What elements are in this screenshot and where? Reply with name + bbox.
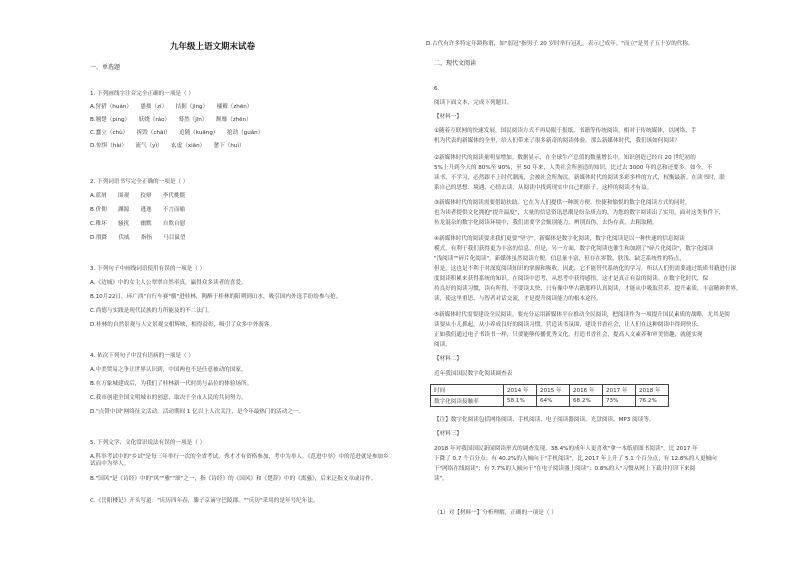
material-3-label: 【材料三】	[434, 431, 462, 437]
table-cell: 58.1%	[504, 396, 537, 407]
paragraph-line: 读书、不学习，必然跟不上时代潮流，会被社会所淘汰。新媒体时代的阅读多彩多样的方式，权衡最新。在读书时，联	[434, 175, 725, 181]
paragraph-line: ②新媒体时代的阅读量明显增加。数据显示，在全球生产总值的数量增长中，知识创造已经自 20 世纪初的	[434, 155, 696, 161]
paragraph-line: 度阅读积累来获得系统的知识。在阅读中思考，从思考中获得感悟，这才是真正有益的阅读。在数字化时代，保	[434, 276, 709, 282]
table-header-cell: 2018 年	[636, 385, 669, 396]
paragraph-line: 但是，这也是不利于对深度阅读知识的掌握和吸收。因此，它不能替代系统化的学习，所以人们仍需要通过纸质书籍进行深	[434, 266, 737, 272]
question-4-option: C.我市创建全国文明城市的创意，取决于全市人民的共同努力。	[90, 395, 247, 401]
reading-instruction: 阅读下面文本，完成下列题目。	[434, 100, 513, 106]
table-header-row	[431, 385, 669, 396]
paragraph-line: ③新媒体时代的阅读需要借助扶助。它在为人们提供一种既方便、快捷和愉悦的数字化阅读方式的同时，	[434, 200, 691, 206]
paragraph-line: ①随着互联网的快速发展，国民阅读方式不再局限于报纸、书籍等传统阅读。相对于传统媒体，以网络、手	[434, 128, 697, 134]
paragraph-line: 2018 年对我国国民新闻阅读形式的调查发现，38.4%的成年人更喜欢"拿一本纸质图书阅读"，比 2017 年	[434, 446, 698, 452]
table-cell: 76.2%	[636, 396, 669, 407]
question-5-option: A.科举考试中的"乡试"是每三年举行一次的全省考试，秀才才有资格参加，考中为举人。《范进中举》中的范进就是参加乡试而中为举人。	[90, 454, 389, 467]
paragraph-line: "浅阅读""碎片化阅读"。新媒体虽然阅读方便，信息量丰富，但存在零散、肤浅、缺乏系统性的特点，	[434, 256, 685, 262]
paragraph-line: 机为代表的新媒体的全里，给人们带来了很多新奇的阅读体验，那么新媒体时代，我们该如何阅读？	[434, 138, 681, 144]
question-2-stem: 2. 下列词语书写完全正确的一项是（ ）	[90, 179, 189, 185]
right-page	[397, 0, 794, 562]
paragraph-line: ⑤新媒体时代需要建设全民阅读。要充分运用新媒体平台推动全民阅读，把阅读作为一项提升国民素质的战略，尤其是阅	[434, 312, 730, 318]
table-cell: 64%	[537, 396, 570, 407]
question-4-option: A.中美贸易之争让世界认识到，中国两也不是任意被动的国家。	[90, 367, 247, 373]
paragraph-line: 读"。	[434, 476, 448, 482]
table-row	[431, 396, 669, 407]
question-4-stem: 4. 依次下列句子中没有语病的一项是（ ）	[90, 353, 194, 359]
question-1-option: A.狩猎（huán） 愚拙（zì） 拮据（jìnɡ） 襁褓（zhēn）	[90, 104, 253, 110]
question-2-option: B.价佣 渊源 逃逸 不言而喻	[90, 207, 186, 213]
paragraph-line: 读要从小儿抓起，从小养成良好的阅读习惯，营造读书氛围，建设书香社会，让人们在这种阅读中得到快乐。	[434, 322, 703, 328]
table-note: 【注】数字化阅读包括网络阅读、手机阅读、电子阅读器阅读、光盘阅读、MP3 阅读等。	[434, 417, 655, 423]
question-1-option: D.惊惧（hài） 流气（yì） 玄虚（xiān） 惫下（huì）	[90, 143, 245, 149]
question-2-option: A.蓝屑 围观 狡辩 李代桃僵	[90, 193, 186, 199]
paragraph-line: 下降了 0.7 个百分点；有 40.2%的人倾向于"手机阅读"，比 2017 年上升了 5.1 个百分点；有 12.8%的人更倾向	[434, 456, 717, 462]
page-title: 九年级上语文期末试卷	[170, 42, 256, 52]
table-header-cell: 2015 年	[537, 385, 570, 396]
question-3-option: B.10月22日，环广西"自行车赛"横"进桂林，陶醉于桂林的阳朔到山水，吸引国内外选手纷纷参与抢。	[90, 294, 342, 300]
table-cell: 数字化阅读接触率	[431, 396, 504, 407]
sub-question-1: （1）对【材料一】分析理解，正确的一项是（ ）	[434, 510, 557, 516]
question-2-option: C.稚坏 骚扰 幽默 自欺自慰	[90, 221, 186, 227]
table-header-cell: 2014 年	[504, 385, 537, 396]
paragraph-line: 持良好的阅读习惯，读有所得，不要读太快，只有像中华古籍那样认真阅读，才能从中吸取营养，提升素质，丰富精神世界，	[434, 286, 742, 292]
paragraph-line: 也为读者提供文化拥抱"提升温度"，大量的信息资讯思潮是纷杂质点的，为您的数字阅读出了实用，面对这类事件下，	[434, 210, 725, 216]
question-2-option: D.殷降 伏威 指指 马目鼠望	[90, 235, 186, 241]
question-1-option: C.蠢立（chù） 拆毁（chāi） 追随（kuānɡ） 抢劫（ɡuǎn）	[90, 130, 264, 136]
table-title: 近年我国国民数字化阅读调查表	[434, 371, 513, 377]
table-header-cell: 2017 年	[603, 385, 636, 396]
question-3-option: C.尚德与实践是现代民族的力所能及的不二法门。	[90, 308, 214, 314]
paragraph-line: 5%上升到今天的 80%至 90%，至 50 年来，人类社会所创造的知识，比过去 3000 年的总和还要多。如今，不	[434, 165, 713, 171]
paragraph-line: 系自己的思想、境遇、心情去读，从阅读中找到现实中自己的影子，这样的阅读才有益。	[434, 185, 653, 191]
paragraph-line: ④新媒体时代的阅读要求我们更要"坚守"。新媒体是数字化阅读，数字化阅读是以一种快速的信息阅读	[434, 236, 685, 242]
question-5-option-d: D.古代有许多特定年龄称谓，如"弱冠"指男子 20 岁时举行冠礼，表示已成年。"而立"是男子五十岁的代称。	[426, 41, 694, 47]
paragraph-line: 鱼龙混杂的数字化阅读环境中，我们需要学会甄别能力，辨别真伪，去伪存真，去粗取精。	[434, 220, 658, 226]
section-heading-single-choice: 一、单选题	[90, 64, 121, 71]
material-2-label: 【材料二】	[434, 356, 462, 362]
table-header-cell: 时间	[431, 385, 504, 396]
reading-survey-table	[430, 384, 669, 407]
question-3-option: D.桂林的自然景观与人文景观交相辉映，相得益彰，吸引了众多中外游客。	[90, 322, 276, 328]
table-cell: 68.2%	[570, 396, 603, 407]
question-5-stem: 5. 下列文学、文化常识说法有误的一项是（ ）	[90, 440, 206, 446]
paragraph-line: 于"网络在线阅读"；有 7.7%的人倾向于"在电子阅读器上阅读"；0.8%的人"习惯从网上下载并打印下来阅	[434, 466, 696, 472]
paragraph-line: 模式，有利于我们获得更为丰富的信息。但是，另一方面，数字化阅读也催生和加剧了"碎片化阅读"，数字化阅读	[434, 246, 714, 252]
question-6-number: 6.	[434, 86, 440, 92]
table-cell: 73%	[603, 396, 636, 407]
material-1-label: 【材料一】	[434, 114, 462, 120]
question-5-option: C.《岳阳楼记》开头写道："庆历四年春，滕子京谪守巴陵郡。""庆历"采用的是年号纪年法。	[90, 498, 319, 504]
question-3-stem: 3. 下列句子中画线词语使用有误的一项是（ ）	[90, 266, 206, 272]
question-4-option: D."点赞中国"网络征文活动，活动期间 1 亿以上人次关注，是今年最热门的活动之一。	[90, 409, 305, 415]
section-heading-reading: 二、现代文阅读	[434, 60, 477, 67]
question-1-stem: 1. 下列画线字注音完全正确的一项是（ ）	[90, 91, 194, 97]
question-3-option: A.《边城》中的女主人公翠翠自然率真，赢得众多读者的喜爱。	[90, 280, 247, 286]
paragraph-line: 阅读。	[434, 342, 451, 348]
question-1-option: B.翘楚（pínɡ） 妖娆（ráo） 蓦然（jīn） 颓靡（zhēn）	[90, 117, 252, 123]
question-5-option: B."国风"是《诗经》中的"风""雅""颂"之一，指《诗经》的《国风》和《楚辞》中的《离骚》，后来泛指文章或诗作。	[90, 476, 377, 482]
paragraph-line: 正如我们通过电子书读书一样，只要能够传播优秀文化，打造书香社会，提高人文素养和审美情趣，就能实现	[434, 332, 703, 338]
paragraph-line: 读，使这里重思、与智者对话交流，才是提升阅读能力的根本途径。	[434, 296, 602, 302]
table-header-cell: 2016 年	[570, 385, 603, 396]
question-4-option: B.在万象城建成后，为我们了桂林新一代时尚与品位的体验场所。	[90, 381, 253, 387]
